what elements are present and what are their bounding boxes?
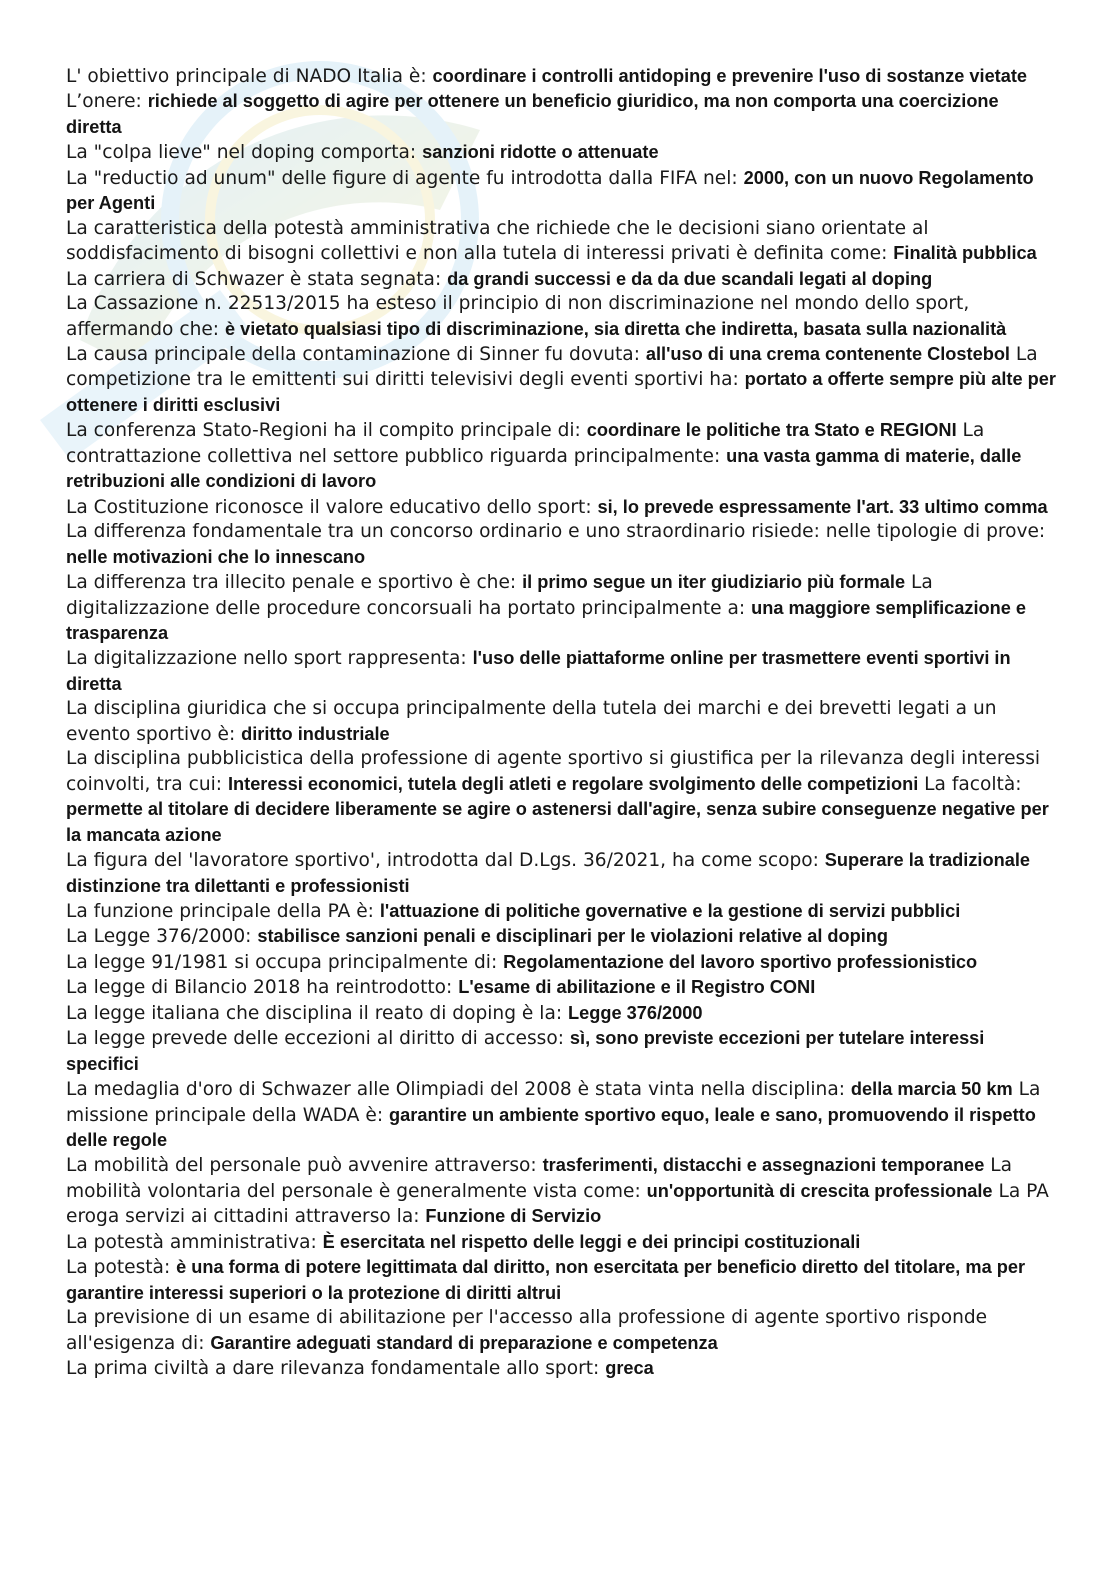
question-text: La Costituzione riconosce il valore educativo dello sport: — [66, 496, 598, 518]
qa-paragraph — [66, 646, 1056, 697]
question-text: La caratteristica della potestà amministrativa che richiede che le decisioni siano orientate al soddisfacimento di bisogni collettivi e non alla tutela di interessi privati è definita come: — [66, 217, 929, 265]
answer-text: una maggiore semplificazione e trasparenza — [66, 597, 1027, 643]
answer-text: coordinare le politiche tra Stato e REGIONI — [586, 420, 957, 441]
question-text: La medaglia d'oro di Schwazer alle Olimpiadi del 2008 è stata vinta nella disciplina: — [66, 1079, 851, 1101]
answer-text: l'uso delle piattaforme online per trasmettere eventi sportivi in diretta — [66, 648, 1011, 694]
question-text: La legge di Bilancio 2018 ha reintrodotto: — [66, 977, 459, 999]
answer-text: è vietato qualsiasi tipo di discriminazione, sia diretta che indiretta, basata sulla nazionalità — [224, 318, 1007, 339]
answer-text: Superare la tradizionale distinzione tra dilettanti e professionisti — [66, 850, 1030, 896]
answer-text: il primo segue un iter giudiziario più formale — [522, 572, 906, 593]
answer-text: trasferimenti, distacchi e assegnazioni temporanee — [542, 1155, 985, 1176]
qa-paragraph — [66, 217, 1056, 292]
qa-paragraph — [66, 570, 1056, 646]
answer-text: l'attuazione di politiche governative e la gestione di servizi pubblici — [379, 900, 961, 921]
answer-text: Regolamentazione del lavoro sportivo professionistico — [503, 951, 978, 972]
question-text: La figura del 'lavoratore sportivo', introdotta dal D.Lgs. 36/2021, ha come scopo: — [66, 850, 825, 872]
question-text: La conferenza Stato-Regioni ha il compito principale di: — [66, 420, 587, 442]
qa-paragraph — [66, 697, 1056, 747]
question-text: La prima civiltà a dare rilevanza fondamentale allo sport: — [66, 1358, 606, 1380]
question-text: La "reductio ad unum" delle figure di agente fu introdotta dalla FIFA nel: — [66, 167, 744, 189]
question-text: La carriera di Schwazer è stata segnata: — [66, 268, 448, 290]
answer-text: sanzioni ridotte o attenuate — [422, 142, 659, 163]
question-text: La legge 91/1981 si occupa principalmente di: — [66, 951, 504, 973]
question-text: La digitalizzazione delle procedure concorsuali ha portato principalmente a: — [66, 572, 933, 619]
question-text: La disciplina giuridica che si occupa principalmente della tutela dei marchi e dei brevetti legati a un evento sportivo è: — [66, 698, 997, 745]
answer-text: sì, sono previste eccezioni per tutelare interessi specifici — [66, 1028, 985, 1074]
qa-paragraph — [66, 848, 1056, 899]
answer-text: È esercitata nel rispetto delle leggi e dei principi costituzionali — [322, 1231, 861, 1252]
qa-paragraph — [66, 89, 1056, 140]
question-text: La competizione tra le emittenti sui diritti televisivi degli eventi sportivi ha: — [66, 343, 1038, 391]
question-text: La funzione principale della PA è: — [66, 900, 380, 922]
answer-text: è una forma di potere legittimata dal diritto, non esercitata per beneficio diretto del titolare, ma per garantire interessi superiori o la protezione di diritti altrui — [66, 1257, 1026, 1303]
qa-paragraph — [66, 495, 1056, 520]
question-text: La "colpa lieve" nel doping comporta: — [66, 142, 423, 164]
question-text: La causa principale della contaminazione di Sinner fu dovuta: — [66, 343, 646, 365]
answer-text: Funzione di Servizio — [425, 1206, 602, 1227]
answer-text: Interessi economici, tutela degli atleti e regolare svolgimento delle competizioni — [227, 773, 919, 794]
question-text: La mobilità del personale può avvenire attraverso: — [66, 1155, 543, 1177]
answer-text: si, lo prevede espressamente l'art. 33 ultimo comma — [597, 496, 1048, 517]
answer-text: da grandi successi e da da due scandali legati al doping — [447, 268, 933, 289]
question-text: La disciplina pubblicistica della professione di agente sportivo si giustifica per la rilevanza degli interessi coinvolti, tra cui: — [66, 748, 1041, 795]
qa-paragraph — [66, 342, 1056, 418]
qa-paragraph — [66, 1230, 1056, 1255]
question-text: L’onere: — [66, 91, 148, 113]
question-text: La legge italiana che disciplina il reato di doping è la: — [66, 1002, 569, 1024]
answer-text: una vasta gamma di materie, dalle retribuzioni alle condizioni di lavoro — [66, 445, 1022, 492]
answer-text: richiede al soggetto di agire per ottenere un beneficio giuridico, ma non comporta una coercizione diretta — [66, 91, 999, 137]
qa-paragraph — [66, 899, 1056, 924]
question-text: La Legge 376/2000: — [66, 926, 258, 948]
qa-paragraph — [66, 1255, 1056, 1306]
answer-text: della marcia 50 km — [850, 1079, 1013, 1100]
question-text: La contrattazione collettiva nel settore pubblico riguarda principalmente: — [66, 420, 985, 467]
question-text: La missione principale della WADA è: — [66, 1079, 1041, 1126]
qa-paragraph — [66, 747, 1056, 848]
answer-text: portato a offerte sempre più alte per ottenere i diritti esclusivi — [66, 369, 1056, 415]
answer-text: stabilisce sanzioni penali e disciplinari per le violazioni relative al doping — [257, 926, 889, 947]
answer-text: nelle motivazioni che lo innescano — [66, 546, 366, 567]
qa-paragraph — [66, 292, 1056, 342]
question-text: La legge prevede delle eccezioni al diritto di accesso: — [66, 1028, 570, 1050]
qa-paragraph — [66, 975, 1056, 1000]
qa-paragraph — [66, 418, 1056, 494]
question-text: La Cassazione n. 22513/2015 ha esteso il principio di non discriminazione nel mondo dello sport, affermando che: — [66, 293, 970, 340]
answer-text: Finalità pubblica — [893, 243, 1037, 264]
qa-paragraph — [66, 1356, 1056, 1381]
answer-text: permette al titolare di decidere liberamente se agire o astenersi dall'agire, senza subire conseguenze negative per la mancata azione — [66, 799, 1049, 845]
qa-paragraph — [66, 1306, 1056, 1356]
document-body — [66, 64, 1056, 1382]
answer-text: Garantire adeguati standard di preparazione e competenza — [210, 1332, 718, 1353]
question-text: La differenza tra illecito penale e sportivo è che: — [66, 572, 523, 594]
qa-paragraph — [66, 1077, 1056, 1153]
qa-paragraph — [66, 64, 1056, 89]
qa-paragraph — [66, 950, 1056, 975]
qa-paragraph — [66, 1153, 1056, 1229]
answer-text: un'opportunità di crescita professionale — [646, 1180, 993, 1201]
question-text: La facoltà: — [918, 773, 1022, 795]
answer-text: all'uso di una crema contenente Clostebol — [645, 343, 1010, 364]
answer-text: Legge 376/2000 — [568, 1002, 703, 1023]
question-text: La differenza fondamentale tra un concorso ordinario e uno straordinario risiede: nelle tipologie di prove: — [66, 521, 1046, 543]
qa-paragraph — [66, 924, 1056, 949]
question-text: La mobilità volontaria del personale è generalmente vista come: — [66, 1155, 1012, 1202]
question-text: La potestà: — [66, 1257, 177, 1279]
answer-text: coordinare i controlli antidoping e prevenire l'uso di sostanze vietate — [432, 66, 1028, 86]
answer-text: diritto industriale — [241, 723, 390, 744]
qa-paragraph — [66, 1001, 1056, 1026]
answer-text: greca — [605, 1358, 654, 1379]
qa-paragraph — [66, 520, 1056, 570]
qa-paragraph — [66, 1026, 1056, 1077]
question-text: La PA eroga servizi ai cittadini attraverso la: — [66, 1180, 1049, 1228]
question-text: La digitalizzazione nello sport rappresenta: — [66, 648, 473, 670]
qa-paragraph — [66, 166, 1056, 217]
question-text: La previsione di un esame di abilitazione per l'accesso alla professione di agente sportivo risponde all'esigenza di: — [66, 1307, 988, 1354]
answer-text: garantire un ambiente sportivo equo, leale e sano, promuovendo il rispetto delle regole — [66, 1104, 1036, 1151]
qa-paragraph — [66, 140, 1056, 165]
question-text: L' obiettivo principale di NADO Italia è: — [66, 66, 433, 87]
question-text: La potestà amministrativa: — [66, 1231, 323, 1253]
answer-text: L'esame di abilitazione e il Registro CONI — [458, 977, 816, 998]
answer-text: 2000, con un nuovo Regolamento per Agenti — [66, 167, 1034, 214]
